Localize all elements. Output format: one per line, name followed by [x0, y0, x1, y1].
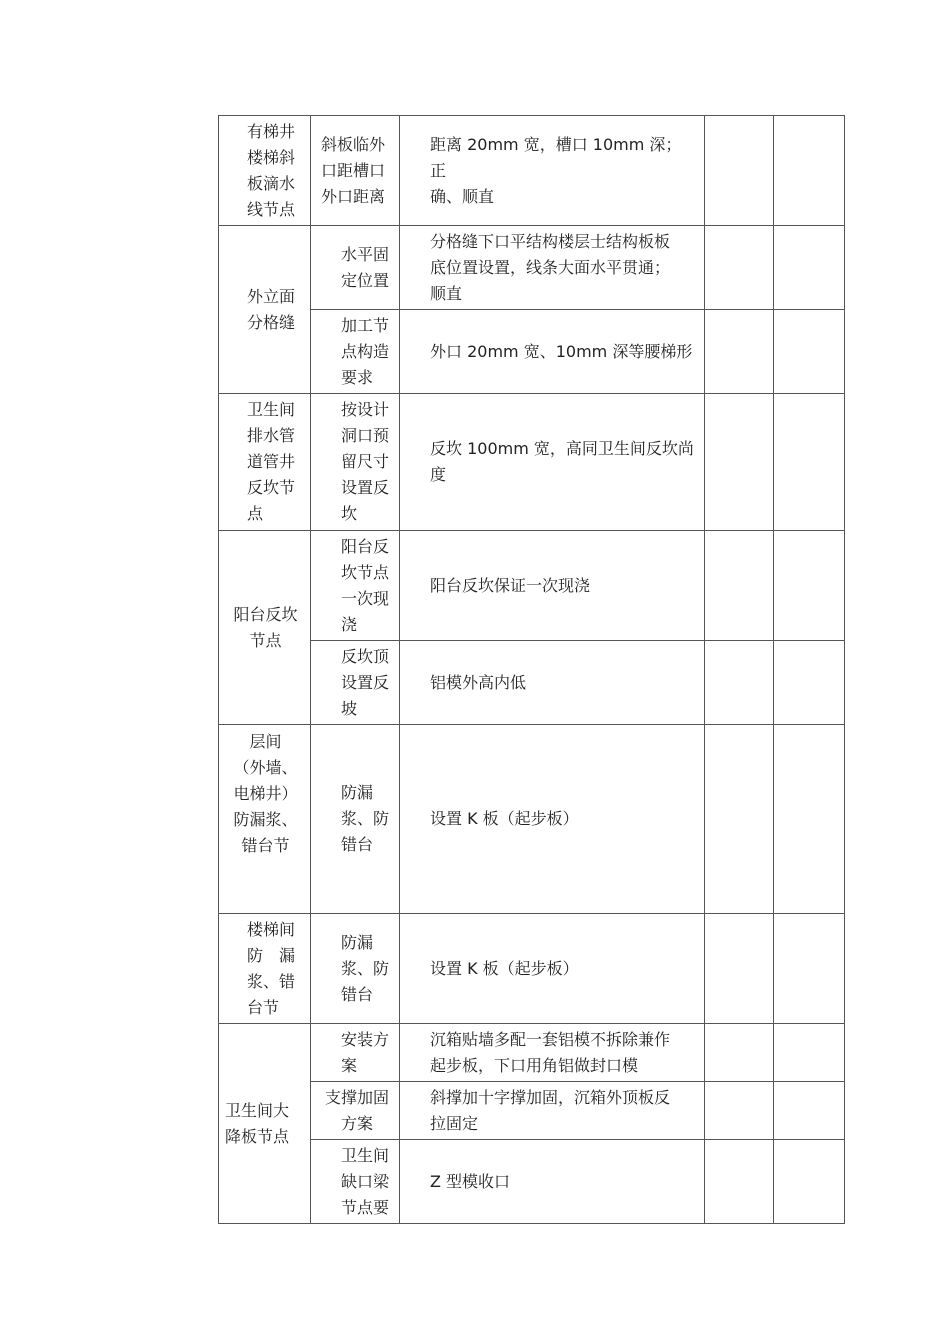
requirement-text: 沉箱贴墙多配一套铝模不拆除兼作 起步板，下口用角铝做封口模: [430, 1029, 671, 1075]
item-cell: [311, 1140, 400, 1224]
node-cell: [219, 914, 311, 1024]
table-row: [219, 394, 845, 531]
blank-cell: [774, 116, 845, 226]
node-cell: [219, 531, 311, 725]
requirement-text: 距离 20mm 宽，槽口 10mm 深；正 确、顺直: [430, 134, 682, 206]
node-cell: [219, 226, 311, 394]
blank-cell: [774, 725, 845, 914]
node-name: 层间 （外墙、 电梯井） 防漏浆、 错台节: [233, 732, 298, 855]
item-cell: [311, 725, 400, 914]
node-cell: [219, 725, 311, 914]
blank-cell: [705, 1140, 774, 1224]
table-row: [219, 1140, 845, 1224]
blank-cell: [774, 1024, 845, 1082]
blank-cell: [705, 226, 774, 310]
blank-cell: [705, 641, 774, 725]
check-item: 支撑加固 方案: [324, 1087, 389, 1133]
blank-cell: [774, 1140, 845, 1224]
table-row: [219, 1082, 845, 1140]
table-row: [219, 116, 845, 226]
blank-cell: [705, 1024, 774, 1082]
blank-cell: [774, 226, 845, 310]
node-name: 外立面 分格缝: [247, 286, 296, 332]
check-item: 阳台反 坎节点 一次现 浇: [341, 536, 390, 634]
requirement-text: 铝模外高内低: [430, 672, 527, 692]
requirement-cell: [400, 226, 705, 310]
item-cell: [311, 226, 400, 310]
item-cell: [311, 394, 400, 531]
node-cell: [219, 116, 311, 226]
node-cell: [219, 394, 311, 531]
blank-cell: [774, 641, 845, 725]
requirement-text: Z 型模收口: [430, 1171, 511, 1191]
requirement-cell: [400, 394, 705, 531]
node-name: 有梯井 楼梯斜 板滴水 线节点: [247, 121, 296, 219]
requirement-cell: [400, 725, 705, 914]
check-item: 安装方 案: [341, 1029, 390, 1075]
blank-cell: [705, 914, 774, 1024]
table-row: [219, 531, 845, 641]
table-row: [219, 310, 845, 394]
check-item: 加工节 点构造 要求: [341, 315, 390, 387]
blank-cell: [774, 531, 845, 641]
blank-cell: [705, 531, 774, 641]
requirement-cell: [400, 116, 705, 226]
requirement-cell: [400, 531, 705, 641]
table-row: [219, 914, 845, 1024]
requirement-cell: [400, 641, 705, 725]
requirement-cell: [400, 914, 705, 1024]
blank-cell: [705, 116, 774, 226]
requirement-text: 阳台反坎保证一次现浇: [430, 575, 591, 595]
item-cell: [311, 641, 400, 725]
item-cell: [311, 531, 400, 641]
requirement-cell: [400, 1024, 705, 1082]
check-item: 卫生间 缺口梁 节点要: [341, 1145, 390, 1217]
blank-cell: [774, 1082, 845, 1140]
check-item: 防漏 浆、防 错台: [341, 783, 390, 854]
blank-cell: [705, 725, 774, 914]
requirement-text: 外口 20mm 宽、10mm 深等腰梯形: [430, 341, 693, 361]
blank-cell: [705, 310, 774, 394]
table-row: [219, 641, 845, 725]
requirement-text: 反坎 100mm 宽，高同卫生间反坎尚 度: [430, 439, 694, 484]
item-cell: [311, 116, 400, 226]
requirement-cell: [400, 310, 705, 394]
check-item: 斜板临外 口距槽口 外口距离: [321, 134, 386, 206]
item-cell: [311, 1024, 400, 1082]
blank-cell: [774, 914, 845, 1024]
item-cell: [311, 1082, 400, 1140]
requirement-text: 设置 K 板（起步板）: [430, 809, 579, 828]
check-item: 反坎顶 设置反 坡: [341, 646, 390, 718]
requirement-cell: [400, 1140, 705, 1224]
blank-cell: [774, 310, 845, 394]
blank-cell: [705, 394, 774, 531]
table-row: [219, 226, 845, 310]
requirement-text: 设置 K 板（起步板）: [430, 958, 579, 978]
requirement-text: 分格缝下口平结构楼层士结构板板 底位置设置，线条大面水平贯通； 顺直: [430, 231, 671, 303]
requirement-text: 斜撑加十字撑加固，沉箱外顶板反 拉固定: [430, 1087, 671, 1133]
construction-node-table: [218, 115, 845, 1224]
blank-cell: [774, 394, 845, 531]
item-cell: [311, 310, 400, 394]
item-cell: [311, 914, 400, 1024]
table-row: [219, 1024, 845, 1082]
blank-cell: [705, 1082, 774, 1140]
node-name: 卫生间 排水管 道管井 反坎节 点: [247, 400, 296, 523]
check-item: 防漏 浆、防 错台: [341, 932, 390, 1004]
check-item: 按设计 洞口预 留尺寸 设置反 坎: [341, 400, 390, 523]
node-name: 楼梯间 防 漏 浆、错 台节: [247, 919, 296, 1017]
requirement-cell: [400, 1082, 705, 1140]
node-name: 卫生间大 降板节点: [225, 1100, 290, 1146]
node-name: 阳台反坎 节点: [233, 604, 298, 650]
table-row: [219, 725, 845, 914]
check-item: 水平固 定位置: [341, 244, 390, 290]
node-cell: [219, 1024, 311, 1224]
